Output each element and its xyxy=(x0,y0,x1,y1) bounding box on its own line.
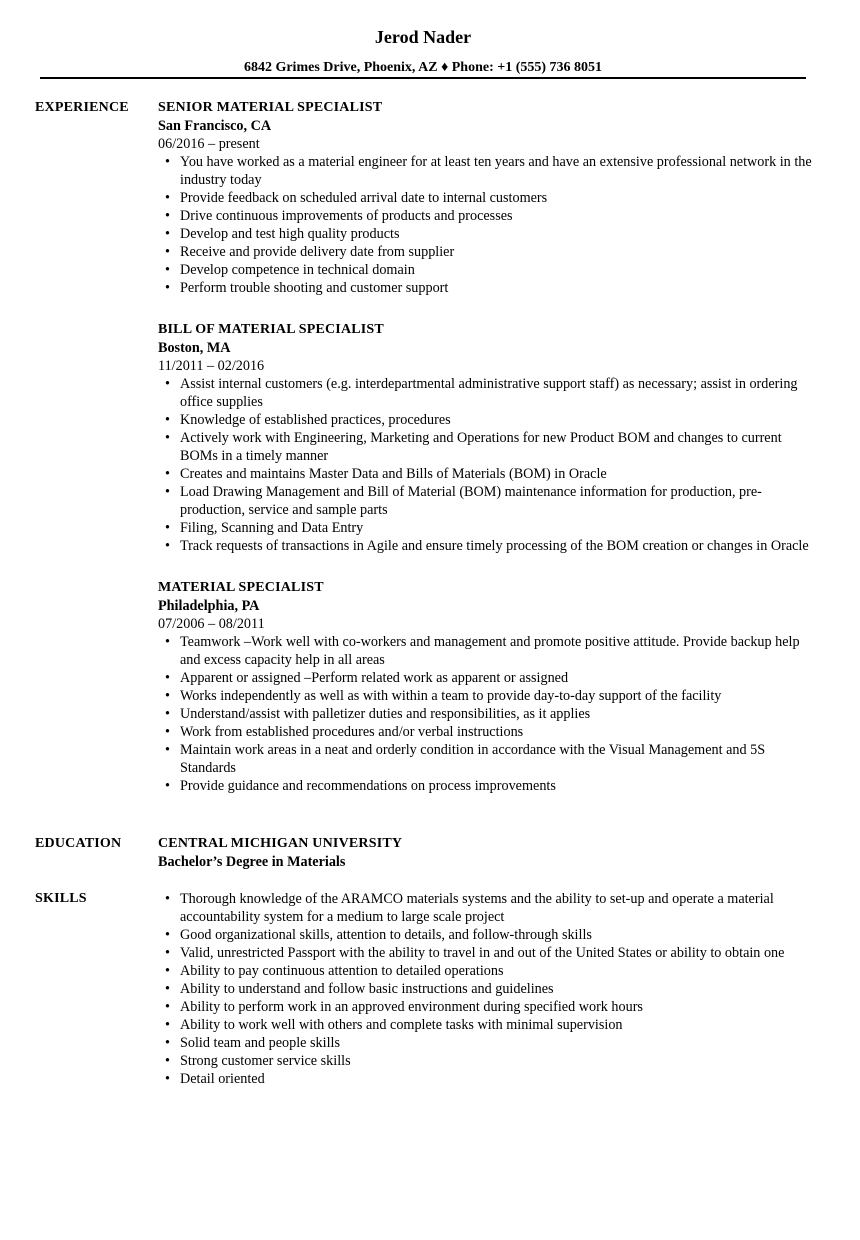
duty-item: • Actively work with Engineering, Marketing and Operations for new Product BOM and changes to current BOMs in a timely manner xyxy=(158,429,823,465)
duty-item: • Teamwork –Work well with co-workers and management and promote positive attitude. Provide backup help and excess capacity help in all areas xyxy=(158,633,823,669)
duty-item: • Provide guidance and recommendations on process improvements xyxy=(158,777,823,795)
candidate-name: Jerod Nader xyxy=(374,27,472,47)
job-location: Philadelphia, PA xyxy=(158,598,260,614)
duty-item: • Filing, Scanning and Data Entry xyxy=(158,519,823,537)
job-duties xyxy=(158,633,823,795)
job-dates: 11/2011 – 02/2016 xyxy=(158,358,265,374)
education-body xyxy=(158,835,823,871)
duty-item: • Provide feedback on scheduled arrival date to internal customers xyxy=(158,189,823,207)
duty-item: • Works independently as well as with within a team to provide day-to-day support of the facility xyxy=(158,687,823,705)
section-label-education: EDUCATION xyxy=(35,836,122,851)
duty-item: • Perform trouble shooting and customer support xyxy=(158,279,823,297)
skills-list xyxy=(158,890,823,1088)
header-divider xyxy=(40,77,806,79)
skill-item: • Ability to work well with others and complete tasks with minimal supervision xyxy=(158,1016,823,1034)
duty-item: • Develop competence in technical domain xyxy=(158,261,823,279)
duty-item: • Understand/assist with palletizer duties and responsibilities, as it applies xyxy=(158,705,823,723)
job-title: SENIOR MATERIAL SPECIALIST xyxy=(158,100,383,115)
skill-item: • Good organizational skills, attention to details, and follow-through skills xyxy=(158,926,823,944)
school-name: CENTRAL MICHIGAN UNIVERSITY xyxy=(158,836,403,851)
skill-item: • Strong customer service skills xyxy=(158,1052,823,1070)
job-duties xyxy=(158,375,823,555)
skill-item: • Valid, unrestricted Passport with the ability to travel in and out of the United States or ability to obtain one xyxy=(158,944,823,962)
duty-item: • You have worked as a material engineer for at least ten years and have an extensive professional network in the industry today xyxy=(158,153,823,189)
section-label-experience: EXPERIENCE xyxy=(35,100,129,115)
job-title: MATERIAL SPECIALIST xyxy=(158,580,324,595)
skills-body xyxy=(158,890,823,1088)
duty-item: • Work from established procedures and/or verbal instructions xyxy=(158,723,823,741)
duty-item: • Develop and test high quality products xyxy=(158,225,823,243)
duty-item: • Track requests of transactions in Agile and ensure timely processing of the BOM creation or changes in Oracle xyxy=(158,537,823,555)
duty-item: • Drive continuous improvements of products and processes xyxy=(158,207,823,225)
duty-item: • Apparent or assigned –Perform related work as apparent or assigned xyxy=(158,669,823,687)
experience-body xyxy=(158,99,823,819)
job-entry xyxy=(158,579,823,795)
duty-item: • Knowledge of established practices, procedures xyxy=(158,411,823,429)
job-duties xyxy=(158,153,823,297)
skill-item: • Ability to pay continuous attention to detailed operations xyxy=(158,962,823,980)
job-dates: 06/2016 – present xyxy=(158,136,260,152)
skill-item: • Ability to perform work in an approved environment during specified work hours xyxy=(158,998,823,1016)
skill-item: • Ability to understand and follow basic instructions and guidelines xyxy=(158,980,823,998)
skill-item: • Detail oriented xyxy=(158,1070,823,1088)
job-location: Boston, MA xyxy=(158,340,231,356)
duty-item: • Assist internal customers (e.g. interdepartmental administrative support staff) as necessary; assist in ordering office supplies xyxy=(158,375,823,411)
job-title: BILL OF MATERIAL SPECIALIST xyxy=(158,322,384,337)
job-entry xyxy=(158,321,823,555)
duty-item: • Load Drawing Management and Bill of Material (BOM) maintenance information for production, pre-production, service and sample parts xyxy=(158,483,823,519)
job-dates: 07/2006 – 08/2011 xyxy=(158,616,265,632)
skill-item: • Thorough knowledge of the ARAMCO materials systems and the ability to set-up and operate a material accountability system for a medium to large scale project xyxy=(158,890,823,926)
degree-name: Bachelor’s Degree in Materials xyxy=(158,854,346,870)
duty-item: • Creates and maintains Master Data and Bills of Materials (BOM) in Oracle xyxy=(158,465,823,483)
contact-line: 6842 Grimes Drive, Phoenix, AZ ♦ Phone: +1 (555) 736 8051 xyxy=(243,60,603,75)
duty-item: • Maintain work areas in a neat and orderly condition in accordance with the Visual Management and 5S Standards xyxy=(158,741,823,777)
job-entry xyxy=(158,99,823,297)
job-location: San Francisco, CA xyxy=(158,118,272,134)
section-label-skills: SKILLS xyxy=(35,891,87,906)
duty-item: • Receive and provide delivery date from supplier xyxy=(158,243,823,261)
skill-item: • Solid team and people skills xyxy=(158,1034,823,1052)
